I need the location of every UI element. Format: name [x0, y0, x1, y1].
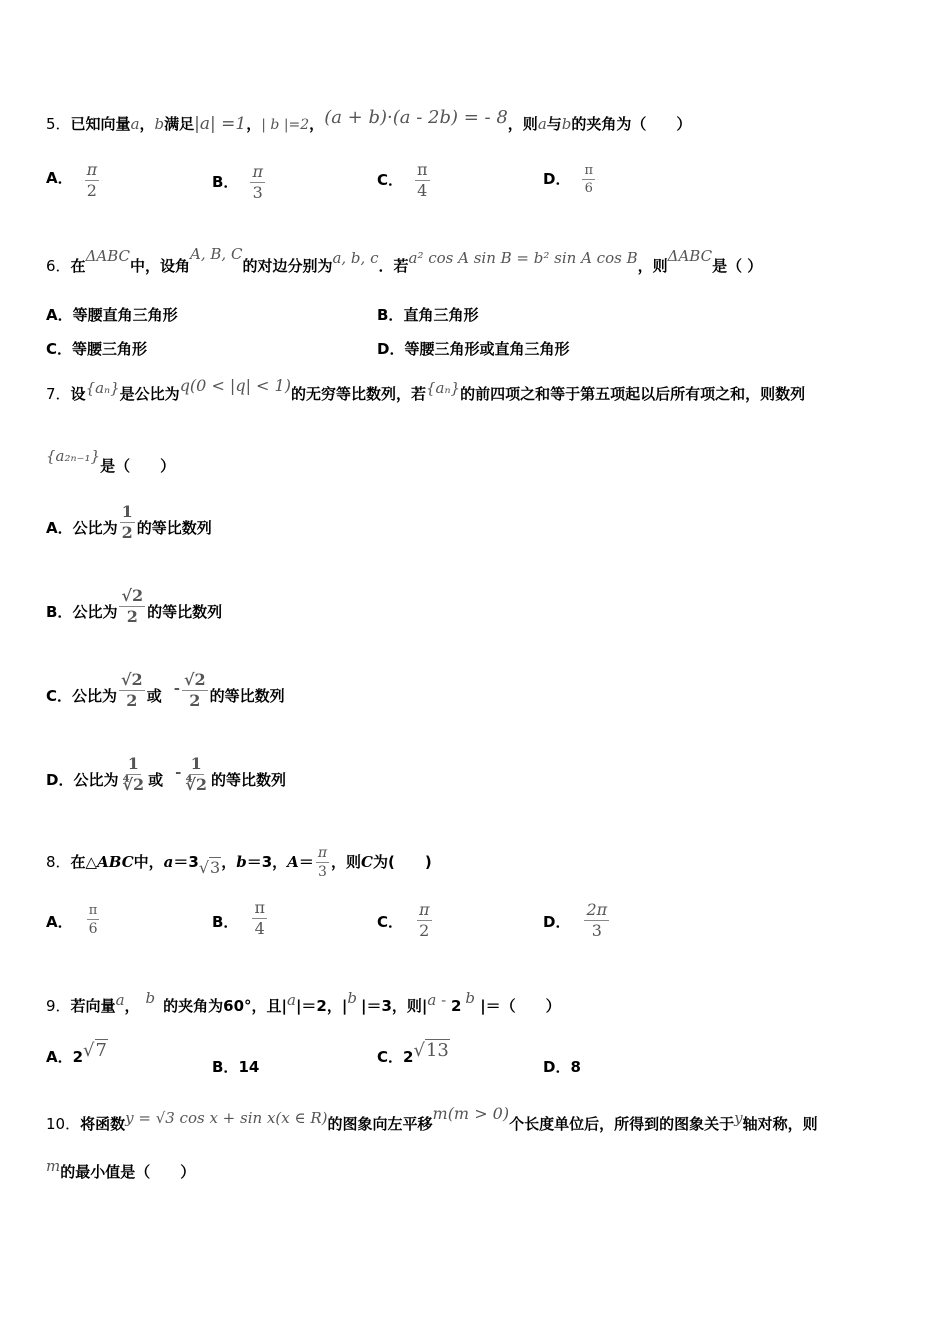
q7-stem: 7．设{aₙ}是公比为q(0 < |q| < 1)的无穷等比数列，若{aₙ}的前四项之和等于第五项起以后所有项之和，则数列 — [46, 376, 806, 403]
q5-option-c[interactable]: C． $\frac{\pi}{4}$ — [377, 160, 428, 200]
q8-option-a[interactable]: A． $\frac{\pi}{6}$ — [46, 903, 98, 937]
q5-option-b[interactable]: B． $\frac{\pi}{3}$ — [212, 162, 263, 202]
q9-stem: 9．若向量a， b 的夹角为60°，且|a|＝2，|b |＝3，则|a - 2 b |＝（ ） — [46, 989, 561, 1015]
q5-option-a[interactable]: A． $\frac{\pi}{2}$ — [46, 160, 98, 200]
q7-option-b[interactable]: B．公比为 $\frac{√2}{2}$ 的等比数列 — [46, 586, 223, 626]
q5-stem: 5．已知向量a，b满足|a| =1，| b |=2，(a + b)·(a - 2b) = - 8，则a与b的夹角为（ ） — [46, 107, 692, 134]
q7-option-d[interactable]: D．公比为 $\frac{1}{∜2}$ 或 - $\frac{1}{∜2}$ 的等比数列 — [46, 754, 287, 794]
q7-stem-cont: {a₂ₙ₋₁}是（ ） — [46, 447, 176, 475]
q5-cond3: (a + b)·(a - 2b) = - 8 — [324, 107, 508, 128]
q6-option-c[interactable]: C．等腰三角形 — [46, 340, 148, 358]
q10-function: y = √3 cos x + sin x(x ∈ R) — [125, 1109, 328, 1127]
q6-option-d[interactable]: D．等腰三角形或直角三角形 — [377, 340, 570, 358]
q6-equation: a² cos A sin B = b² sin A cos B — [408, 249, 638, 267]
q5-cond1: |a| =1 — [194, 114, 247, 134]
q9-option-c[interactable]: C．2√13 — [377, 1040, 449, 1066]
q7-option-a[interactable]: A．公比为 $\frac{1}{2}$ 的等比数列 — [46, 502, 212, 542]
q8-stem: 8．在△ABC中，a＝3√3，b＝3，A＝ $\frac{\pi}{3}$ ，则C为( ) — [46, 845, 432, 880]
q5-option-d[interactable]: D． $\frac{\pi}{6}$ — [543, 163, 593, 196]
q10-stem-cont: m的最小值是（ ） — [46, 1157, 196, 1181]
option-fraction: $\frac{\pi}{6}$ — [584, 163, 593, 196]
q8-option-c[interactable]: C． $\frac{\pi}{2}$ — [377, 900, 430, 940]
option-fraction: $\frac{\pi}{4}$ — [417, 160, 428, 200]
q8-option-b[interactable]: B． $\frac{\pi}{4}$ — [212, 898, 265, 938]
q7-option-c[interactable]: C．公比为 $\frac{√2}{2}$ 或 - $\frac{√2}{2}$ 的等比数列 — [46, 670, 285, 710]
q6-option-a[interactable]: A．等腰直角三角形 — [46, 306, 178, 324]
q6-option-b[interactable]: B．直角三角形 — [377, 306, 479, 324]
q8-option-d[interactable]: D． $\frac{2\pi}{3}$ — [543, 900, 608, 940]
q6-stem: 6．在ΔABC中，设角A, B, C的对边分别为a, b, c．若a² cos A sin B = b² sin A cos B，则ΔABC是（ ） — [46, 245, 763, 275]
q9-option-b[interactable]: B．14 — [212, 1058, 260, 1076]
q9-option-a[interactable]: A．2√7 — [46, 1040, 107, 1066]
q10-stem: 10．将函数y = √3 cos x + sin x(x ∈ R)的图象向左平移m(m > 0)个长度单位后，所得到的图象关于y轴对称，则 — [46, 1104, 818, 1133]
q5-number: 5． — [46, 115, 71, 133]
option-fraction: $\frac{\pi}{2}$ — [86, 160, 98, 200]
q9-option-d[interactable]: D．8 — [543, 1058, 581, 1076]
q5-cond2: | b |=2 — [261, 117, 310, 133]
option-fraction: $\frac{\pi}{3}$ — [252, 162, 263, 202]
